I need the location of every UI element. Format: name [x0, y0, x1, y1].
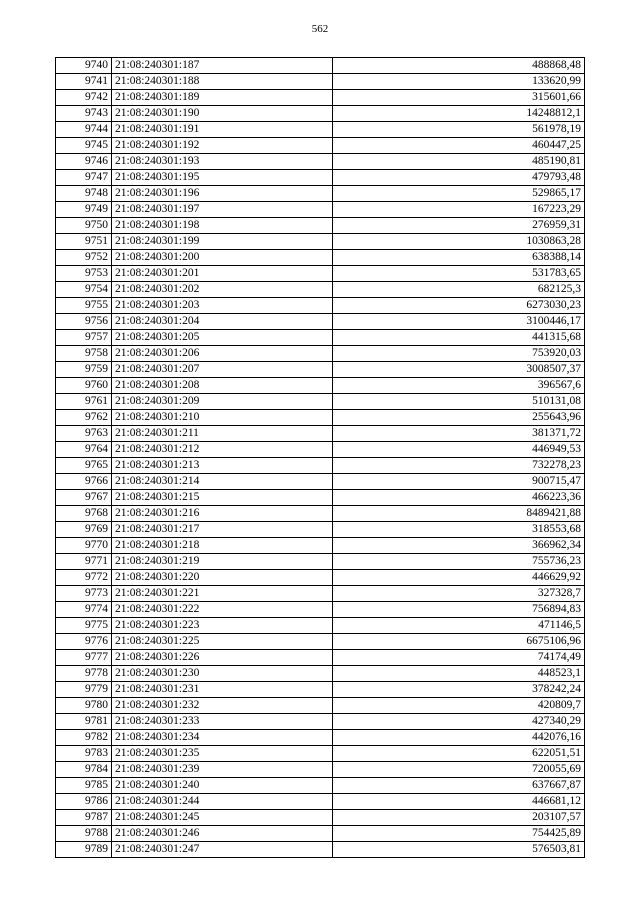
row-value: 6675106,96 — [333, 634, 585, 650]
table-row — [56, 698, 585, 714]
row-value: 441315,68 — [333, 330, 585, 346]
row-index: 9745 — [56, 138, 112, 154]
row-code: 21:08:240301:205 — [112, 330, 333, 346]
row-code: 21:08:240301:247 — [112, 842, 333, 858]
row-index: 9750 — [56, 218, 112, 234]
row-value: 510131,08 — [333, 394, 585, 410]
row-value: 471146,5 — [333, 618, 585, 634]
table-row — [56, 410, 585, 426]
row-value: 732278,23 — [333, 458, 585, 474]
row-index: 9769 — [56, 522, 112, 538]
row-value: 381371,72 — [333, 426, 585, 442]
row-code: 21:08:240301:239 — [112, 762, 333, 778]
table-row — [56, 394, 585, 410]
row-value: 466223,36 — [333, 490, 585, 506]
row-value: 529865,17 — [333, 186, 585, 202]
table-row — [56, 442, 585, 458]
row-value: 900715,47 — [333, 474, 585, 490]
table-row — [56, 90, 585, 106]
row-index: 9758 — [56, 346, 112, 362]
row-code: 21:08:240301:209 — [112, 394, 333, 410]
table-row — [56, 298, 585, 314]
table-row — [56, 746, 585, 762]
row-value: 531783,65 — [333, 266, 585, 282]
table-row — [56, 778, 585, 794]
row-code: 21:08:240301:214 — [112, 474, 333, 490]
table-row — [56, 522, 585, 538]
table-row — [56, 266, 585, 282]
row-code: 21:08:240301:188 — [112, 74, 333, 90]
row-code: 21:08:240301:230 — [112, 666, 333, 682]
row-index: 9757 — [56, 330, 112, 346]
row-value: 753920,03 — [333, 346, 585, 362]
row-index: 9762 — [56, 410, 112, 426]
row-code: 21:08:240301:219 — [112, 554, 333, 570]
row-code: 21:08:240301:197 — [112, 202, 333, 218]
table-row — [56, 586, 585, 602]
table-row — [56, 378, 585, 394]
row-code: 21:08:240301:200 — [112, 250, 333, 266]
row-code: 21:08:240301:196 — [112, 186, 333, 202]
row-value: 488868,48 — [333, 58, 585, 74]
data-table — [55, 57, 585, 858]
table-body — [56, 58, 585, 858]
row-code: 21:08:240301:226 — [112, 650, 333, 666]
row-code: 21:08:240301:221 — [112, 586, 333, 602]
table-row — [56, 826, 585, 842]
row-value: 366962,34 — [333, 538, 585, 554]
row-value: 203107,57 — [333, 810, 585, 826]
row-index: 9784 — [56, 762, 112, 778]
table-row — [56, 170, 585, 186]
table-row — [56, 538, 585, 554]
table-row — [56, 250, 585, 266]
row-index: 9761 — [56, 394, 112, 410]
row-index: 9751 — [56, 234, 112, 250]
table-row — [56, 618, 585, 634]
row-index: 9753 — [56, 266, 112, 282]
row-index: 9756 — [56, 314, 112, 330]
page-number: 562 — [311, 23, 329, 35]
row-value: 420809,7 — [333, 698, 585, 714]
row-index: 9744 — [56, 122, 112, 138]
row-index: 9781 — [56, 714, 112, 730]
row-code: 21:08:240301:211 — [112, 426, 333, 442]
row-index: 9740 — [56, 58, 112, 74]
row-index: 9760 — [56, 378, 112, 394]
row-index: 9775 — [56, 618, 112, 634]
row-code: 21:08:240301:199 — [112, 234, 333, 250]
row-index: 9780 — [56, 698, 112, 714]
row-code: 21:08:240301:244 — [112, 794, 333, 810]
row-index: 9773 — [56, 586, 112, 602]
row-index: 9788 — [56, 826, 112, 842]
table-row — [56, 234, 585, 250]
row-value: 378242,24 — [333, 682, 585, 698]
table-row — [56, 666, 585, 682]
row-index: 9764 — [56, 442, 112, 458]
row-code: 21:08:240301:206 — [112, 346, 333, 362]
table-row — [56, 74, 585, 90]
row-index: 9763 — [56, 426, 112, 442]
row-value: 446949,53 — [333, 442, 585, 458]
row-code: 21:08:240301:191 — [112, 122, 333, 138]
row-index: 9749 — [56, 202, 112, 218]
row-code: 21:08:240301:222 — [112, 602, 333, 618]
row-code: 21:08:240301:201 — [112, 266, 333, 282]
row-value: 448523,1 — [333, 666, 585, 682]
row-index: 9755 — [56, 298, 112, 314]
table-row — [56, 346, 585, 362]
table-row — [56, 602, 585, 618]
row-code: 21:08:240301:208 — [112, 378, 333, 394]
row-code: 21:08:240301:216 — [112, 506, 333, 522]
row-index: 9778 — [56, 666, 112, 682]
row-value: 167223,29 — [333, 202, 585, 218]
table-row — [56, 762, 585, 778]
row-index: 9783 — [56, 746, 112, 762]
row-index: 9770 — [56, 538, 112, 554]
row-value: 446681,12 — [333, 794, 585, 810]
row-index: 9785 — [56, 778, 112, 794]
row-value: 460447,25 — [333, 138, 585, 154]
row-code: 21:08:240301:245 — [112, 810, 333, 826]
row-index: 9787 — [56, 810, 112, 826]
row-value: 315601,66 — [333, 90, 585, 106]
row-value: 6273030,23 — [333, 298, 585, 314]
row-code: 21:08:240301:223 — [112, 618, 333, 634]
row-value: 622051,51 — [333, 746, 585, 762]
table-row — [56, 314, 585, 330]
row-code: 21:08:240301:240 — [112, 778, 333, 794]
row-index: 9765 — [56, 458, 112, 474]
table-row — [56, 186, 585, 202]
row-value: 74174,49 — [333, 650, 585, 666]
row-code: 21:08:240301:210 — [112, 410, 333, 426]
row-value: 276959,31 — [333, 218, 585, 234]
row-value: 427340,29 — [333, 714, 585, 730]
row-code: 21:08:240301:190 — [112, 106, 333, 122]
row-code: 21:08:240301:218 — [112, 538, 333, 554]
row-index: 9786 — [56, 794, 112, 810]
row-index: 9789 — [56, 842, 112, 858]
row-code: 21:08:240301:212 — [112, 442, 333, 458]
row-value: 14248812,1 — [333, 106, 585, 122]
row-code: 21:08:240301:246 — [112, 826, 333, 842]
row-code: 21:08:240301:202 — [112, 282, 333, 298]
row-code: 21:08:240301:198 — [112, 218, 333, 234]
table-row — [56, 730, 585, 746]
row-index: 9754 — [56, 282, 112, 298]
row-code: 21:08:240301:217 — [112, 522, 333, 538]
row-index: 9748 — [56, 186, 112, 202]
row-value: 561978,19 — [333, 122, 585, 138]
row-code: 21:08:240301:187 — [112, 58, 333, 74]
row-value: 638388,14 — [333, 250, 585, 266]
row-value: 396567,6 — [333, 378, 585, 394]
row-index: 9766 — [56, 474, 112, 490]
row-value: 755736,23 — [333, 554, 585, 570]
row-index: 9741 — [56, 74, 112, 90]
row-index: 9782 — [56, 730, 112, 746]
row-value: 255643,96 — [333, 410, 585, 426]
row-code: 21:08:240301:189 — [112, 90, 333, 106]
row-code: 21:08:240301:233 — [112, 714, 333, 730]
row-value: 754425,89 — [333, 826, 585, 842]
row-code: 21:08:240301:220 — [112, 570, 333, 586]
row-index: 9742 — [56, 90, 112, 106]
table-row — [56, 554, 585, 570]
table-row — [56, 474, 585, 490]
row-code: 21:08:240301:207 — [112, 362, 333, 378]
row-value: 446629,92 — [333, 570, 585, 586]
table-row — [56, 282, 585, 298]
row-index: 9759 — [56, 362, 112, 378]
row-index: 9779 — [56, 682, 112, 698]
table-row — [56, 650, 585, 666]
table-row — [56, 458, 585, 474]
row-value: 442076,16 — [333, 730, 585, 746]
table-row — [56, 842, 585, 858]
row-value: 3008507,37 — [333, 362, 585, 378]
table-row — [56, 634, 585, 650]
row-value: 327328,7 — [333, 586, 585, 602]
table-row — [56, 106, 585, 122]
table-row — [56, 122, 585, 138]
row-index: 9743 — [56, 106, 112, 122]
table-row — [56, 202, 585, 218]
row-code: 21:08:240301:203 — [112, 298, 333, 314]
row-index: 9747 — [56, 170, 112, 186]
row-index: 9752 — [56, 250, 112, 266]
row-value: 576503,81 — [333, 842, 585, 858]
row-code: 21:08:240301:232 — [112, 698, 333, 714]
table-row — [56, 154, 585, 170]
row-value: 318553,68 — [333, 522, 585, 538]
row-code: 21:08:240301:235 — [112, 746, 333, 762]
table-row — [56, 362, 585, 378]
table-row — [56, 218, 585, 234]
table-row — [56, 58, 585, 74]
row-value: 682125,3 — [333, 282, 585, 298]
table-row — [56, 426, 585, 442]
row-index: 9772 — [56, 570, 112, 586]
table-row — [56, 570, 585, 586]
row-value: 1030863,28 — [333, 234, 585, 250]
row-index: 9774 — [56, 602, 112, 618]
row-value: 637667,87 — [333, 778, 585, 794]
row-code: 21:08:240301:193 — [112, 154, 333, 170]
table-row — [56, 682, 585, 698]
row-code: 21:08:240301:215 — [112, 490, 333, 506]
row-index: 9771 — [56, 554, 112, 570]
table-row — [56, 490, 585, 506]
row-code: 21:08:240301:204 — [112, 314, 333, 330]
row-value: 3100446,17 — [333, 314, 585, 330]
row-index: 9777 — [56, 650, 112, 666]
table-row — [56, 506, 585, 522]
row-value: 479793,48 — [333, 170, 585, 186]
table-row — [56, 138, 585, 154]
row-code: 21:08:240301:231 — [112, 682, 333, 698]
row-code: 21:08:240301:192 — [112, 138, 333, 154]
row-code: 21:08:240301:225 — [112, 634, 333, 650]
row-index: 9776 — [56, 634, 112, 650]
row-index: 9768 — [56, 506, 112, 522]
row-value: 133620,99 — [333, 74, 585, 90]
row-value: 485190,81 — [333, 154, 585, 170]
row-value: 720055,69 — [333, 762, 585, 778]
row-index: 9746 — [56, 154, 112, 170]
row-value: 8489421,88 — [333, 506, 585, 522]
row-value: 756894,83 — [333, 602, 585, 618]
table-row — [56, 794, 585, 810]
table-row — [56, 810, 585, 826]
table-row — [56, 330, 585, 346]
table-row — [56, 714, 585, 730]
row-code: 21:08:240301:234 — [112, 730, 333, 746]
row-index: 9767 — [56, 490, 112, 506]
row-code: 21:08:240301:213 — [112, 458, 333, 474]
row-code: 21:08:240301:195 — [112, 170, 333, 186]
